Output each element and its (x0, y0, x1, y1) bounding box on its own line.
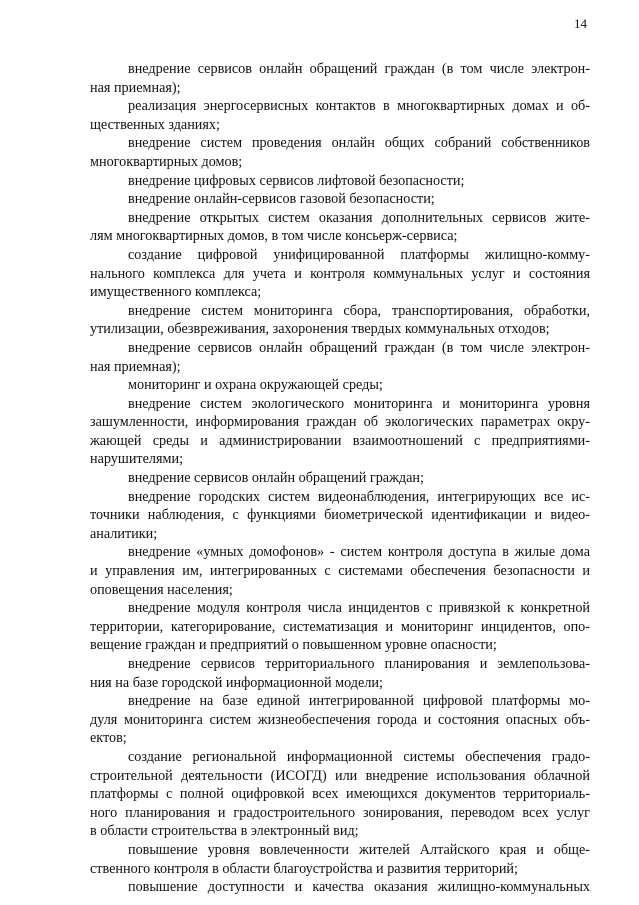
text-line: внедрение сервисов территориального планирования и землепользова- (128, 656, 590, 672)
text-line: строительной деятельности (ИСОГД) или внедрение использования облачной (90, 767, 590, 784)
text-line: ная приемная); (90, 79, 181, 96)
paragraph (90, 543, 590, 599)
paragraph (90, 841, 590, 878)
text-line: вещение граждан и предприятий о повышенном уровне опасности; (90, 637, 497, 654)
paragraph (90, 469, 590, 488)
paragraph (90, 376, 590, 395)
text-line: дуля мониторинга систем жизнеобеспечения города и состояния опасных объ- (90, 711, 590, 728)
text-line: внедрение цифровых сервисов лифтовой безопасности; (128, 172, 465, 189)
text-line: внедрение модуля контроля числа инцидентов с привязкой к конкретной (128, 600, 590, 617)
text-line: и управления им, интегрированных с системами обеспечения безопасности и (90, 563, 590, 580)
text-line: внедрение систем экологического мониторинга и мониторинга уровня (128, 395, 590, 412)
paragraph (90, 488, 590, 544)
paragraph (90, 302, 590, 339)
text-line: нального комплекса для учета и контроля коммунальных услуг и состояния (90, 265, 590, 282)
page-number: 14 (574, 16, 587, 31)
text-line: ного планирования и градостроительного зонирования, переводом всех услуг (90, 804, 590, 821)
text-line: ектов; (90, 730, 127, 747)
text-line: лям многоквартирных домов, в том числе консьерж-сервиса; (90, 228, 458, 245)
text-line: ная приемная); (90, 358, 181, 375)
text-line: создание цифровой унифицированной платформы жилищно-комму- (128, 246, 590, 263)
paragraph (90, 172, 590, 191)
text-line: внедрение открытых систем оказания дополнительных сервисов жите- (128, 209, 590, 226)
paragraph (90, 134, 590, 171)
text-line: жающей среды и администрировании взаимоотношений с предприятиями- (90, 432, 590, 449)
text-line: щественных зданиях; (90, 116, 220, 133)
text-line: ственного контроля в области благоустройства и развития территорий; (90, 860, 518, 877)
text-line: создание региональной информационной системы обеспечения градо- (128, 748, 590, 765)
paragraph (90, 655, 590, 692)
text-line: платформы с полной оцифровкой всех имеющихся документов территориаль- (90, 786, 590, 803)
text-line: нарушителями; (90, 451, 184, 468)
text-line: внедрение систем проведения онлайн общих собраний собственников (128, 135, 590, 152)
text-line: утилизации, обезвреживания, захоронения твердых коммунальных отходов; (90, 321, 550, 338)
text-line: повышение уровня вовлеченности жителей Алтайского края и обще- (128, 841, 590, 858)
paragraph (90, 209, 590, 246)
paragraph (90, 190, 590, 209)
paragraph (90, 395, 590, 469)
text-line: ния на базе городской информационной модели; (90, 674, 383, 691)
text-line: аналитики; (90, 525, 158, 542)
text-line: в области строительства в электронный вид; (90, 823, 359, 840)
text-line: внедрение на базе единой интегрированной цифровой платформы мо- (128, 693, 590, 710)
text-line: внедрение систем мониторинга сбора, транспортирования, обработки, (128, 302, 590, 319)
text-line: внедрение «умных домофонов» - систем контроля доступа в жилые дома (128, 544, 590, 561)
paragraph (90, 60, 590, 97)
text-line: внедрение сервисов онлайн обращений граждан; (128, 470, 424, 487)
paragraph (90, 599, 590, 655)
text-line: мониторинг и охрана окружающей среды; (128, 377, 383, 394)
paragraph (90, 339, 590, 376)
text-line: внедрение городских систем видеонаблюдения, интегрирующих все ис- (128, 488, 590, 505)
document-body (90, 60, 590, 897)
paragraph (90, 246, 590, 302)
text-line: внедрение сервисов онлайн обращений граждан (в том числе электрон- (128, 339, 590, 356)
paragraph (90, 97, 590, 134)
text-line: территории, категорирование, систематизация и мониторинг инцидентов, опо- (90, 618, 590, 635)
text-line: имущественного комплекса; (90, 284, 262, 301)
paragraph (90, 748, 590, 841)
text-line: многоквартирных домов; (90, 153, 243, 170)
text-line: повышение доступности и качества оказания жилищно-коммунальных (128, 879, 590, 896)
paragraph (90, 878, 590, 897)
text-line: зашумленности, информирования граждан об экологических параметрах окру- (90, 414, 590, 431)
paragraph (90, 692, 590, 748)
text-line: точники наблюдения, с функциями биометрической идентификации и видео- (90, 507, 590, 524)
text-line: внедрение сервисов онлайн обращений граждан (в том числе электрон- (128, 61, 590, 77)
text-line: внедрение онлайн-сервисов газовой безопасности; (128, 191, 435, 208)
text-line: реализация энергосервисных контактов в многоквартирных домах и об- (128, 98, 590, 115)
text-line: оповещения населения; (90, 581, 233, 598)
